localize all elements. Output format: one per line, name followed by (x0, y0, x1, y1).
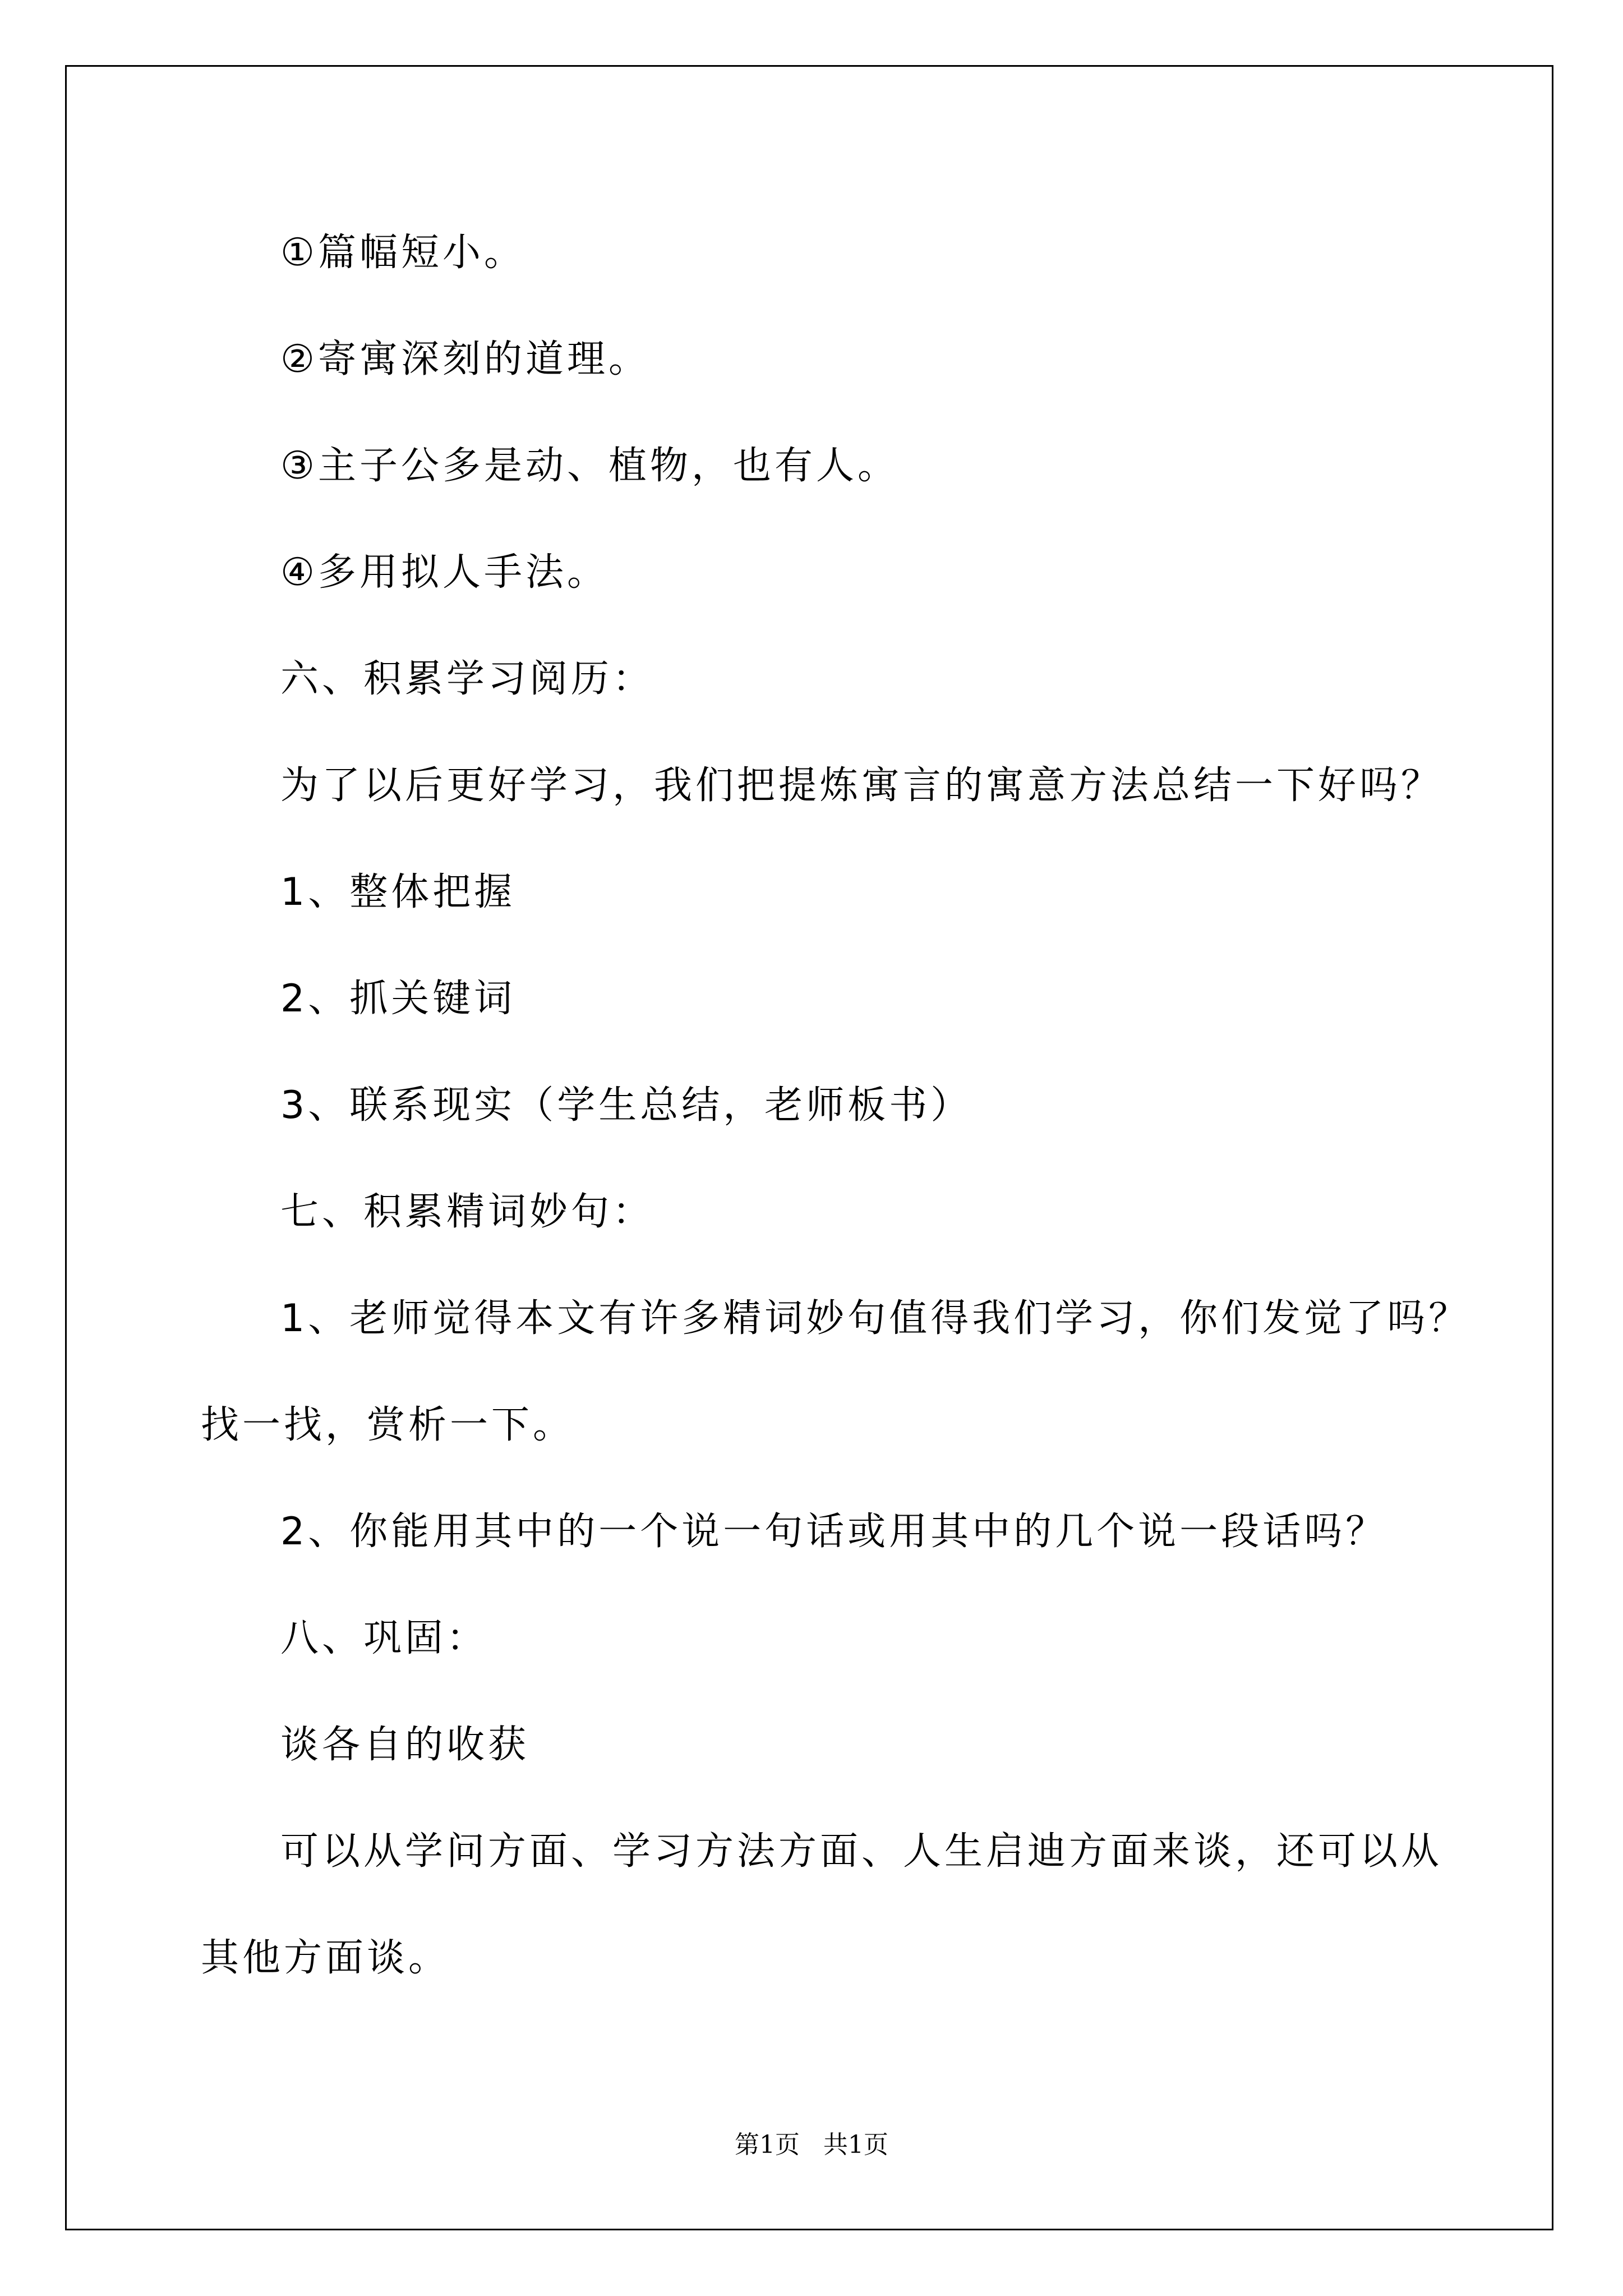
page-number-footer: 第1页 共1页 (735, 2131, 888, 2159)
section-heading-7: 七、积累精词妙句： (280, 1190, 654, 1234)
section-heading-6: 六、积累学习阅历： (280, 657, 654, 701)
paragraph-intro: 为了以后更好学习，我们把提炼寓言的寓意方法总结一下好吗？ (280, 763, 1443, 808)
method-item-2: 2、抓关键词 (280, 977, 516, 1021)
list-item-3: ③主子公多是动、植物，也有人。 (280, 444, 899, 488)
paragraph-harvest: 谈各自的收获 (280, 1723, 530, 1767)
section-heading-8: 八、巩固： (280, 1616, 488, 1660)
paragraph-final-line-2: 其他方面谈。 (201, 1936, 450, 1980)
question-1-line-1: 1、老师觉得本文有许多精词妙句值得我们学习，你们发觉了吗？ (280, 1296, 1470, 1341)
method-item-1: 1、整体把握 (280, 870, 516, 914)
method-item-3: 3、联系现实（学生总结，老师板书） (280, 1083, 972, 1128)
list-item-4: ④多用拟人手法。 (280, 550, 608, 595)
paragraph-final-line-1: 可以从学问方面、学习方法方面、人生启迪方面来谈，还可以从 (280, 1829, 1443, 1874)
list-item-2: ②寄寓深刻的道理。 (280, 337, 650, 381)
question-2: 2、你能用其中的一个说一句话或用其中的几个说一段话吗？ (280, 1510, 1387, 1554)
list-item-1: ①篇幅短小。 (280, 231, 525, 275)
question-1-line-2: 找一找，赏析一下。 (201, 1403, 575, 1447)
